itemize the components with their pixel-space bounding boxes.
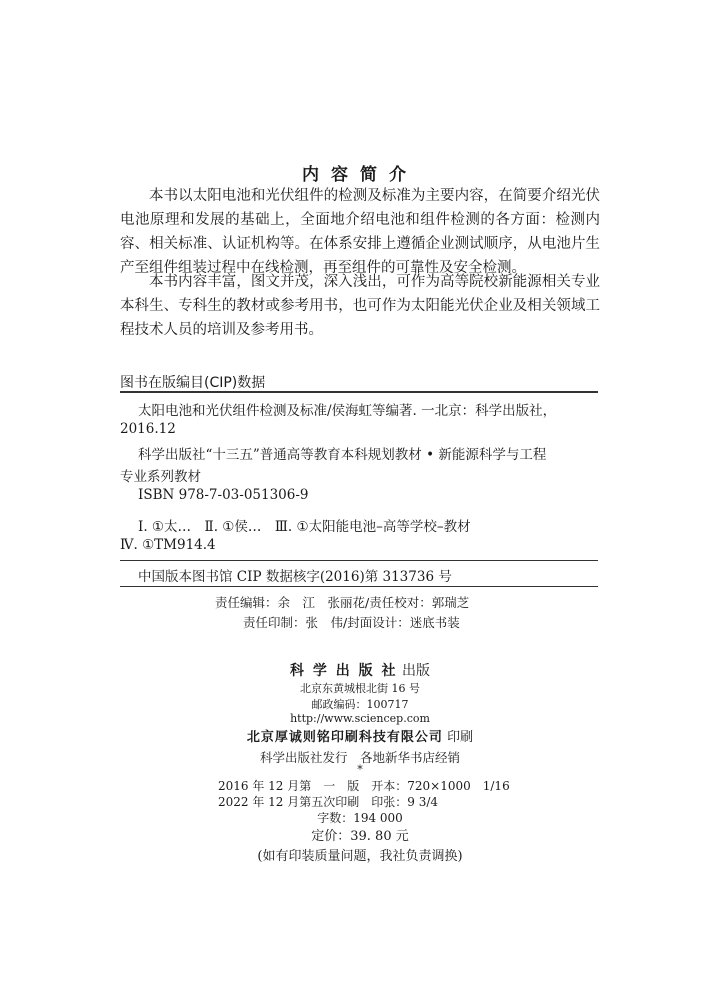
- intro-paragraph-1: [120, 184, 600, 280]
- credits-printing: 责任印制：张 伟/封面设计：迷底书装: [243, 615, 460, 630]
- cip-header: 图书在版编目(CIP)数据: [120, 375, 266, 391]
- word-count: 字数：194 000: [317, 811, 403, 825]
- cip-mid-rule: [120, 560, 598, 561]
- cip-isbn: ISBN 978-7-03-051306-9: [138, 487, 309, 503]
- impression-info: 2022 年 12 月第五次印刷 印张：9 3/4: [218, 795, 439, 809]
- intro-text-2: 本书内容丰富，图文并茂，深入浅出，可作为高等院校新能源相关专业本科生、专科生的教材或参考用书，也可作为太阳能光伏企业及相关领域工程技术人员的培训及参考用书。: [120, 274, 600, 338]
- publisher-postcode: 邮政编码：100717: [311, 698, 409, 711]
- quality-notice: (如有印装质量问题，我社负责调换): [257, 849, 463, 864]
- cip-number: 中国版本图书馆 CIP 数据核字(2016)第 313736 号: [138, 569, 452, 585]
- cip-top-rule: [120, 391, 598, 393]
- publisher-suffix: 出版: [401, 663, 430, 679]
- printer-suffix: 印刷: [447, 730, 474, 745]
- cip-bottom-rule: [120, 586, 598, 587]
- cip-classification-1: Ⅰ. ①太… Ⅱ. ①侯… Ⅲ. ①太阳能电池–高等学校–教材: [138, 519, 471, 535]
- edition-info: 2016 年 12 月第 一 版 开本：720×1000 1/16: [218, 779, 510, 793]
- publisher-address: 北京东黄城根北街 16 号: [300, 682, 420, 695]
- printer-name: 北京厚诚则铭印刷科技有限公司: [246, 730, 443, 745]
- price: 定价：39. 80 元: [311, 829, 409, 844]
- distribution: 科学出版社发行 各地新华书店经销: [259, 750, 460, 765]
- cip-classification-2: Ⅳ. ①TM914.4: [120, 537, 216, 553]
- cip-line-3: 科学出版社“十三五”普通高等教育本科规划教材 • 新能源科学与工程: [138, 447, 547, 463]
- intro-text-1: 本书以太阳电池和光伏组件的检测及标准为主要内容，在简要介绍光伏电池原理和发展的基础上，全面地介绍电池和组件检测的各方面：检测内容、相关标准、认证机构等。在体系安排上遵循企业测试顺序，从电池片生产至组件组装过程中在线检测，再至组件的可靠性及安全检测。: [120, 188, 600, 276]
- separator-star: *: [357, 763, 363, 776]
- publisher-name: 科 学 出 版 社: [290, 663, 398, 679]
- cip-line-1: 太阳电池和光伏组件检测及标准/侯海虹等编著. 一北京：科学出版社，: [138, 403, 557, 419]
- page-title: 内容简介: [302, 165, 418, 185]
- credits-editors: 责任编辑：余 江 张丽花/责任校对：郭瑞芝: [215, 595, 470, 610]
- publisher-line: [0, 660, 720, 680]
- cip-line-2: 2016.12: [120, 421, 176, 437]
- publisher-url: http://www.sciencep.com: [290, 712, 430, 725]
- printer-line: [0, 726, 720, 745]
- cip-line-4: 专业系列教材: [120, 469, 201, 485]
- intro-paragraph-2: [120, 270, 600, 342]
